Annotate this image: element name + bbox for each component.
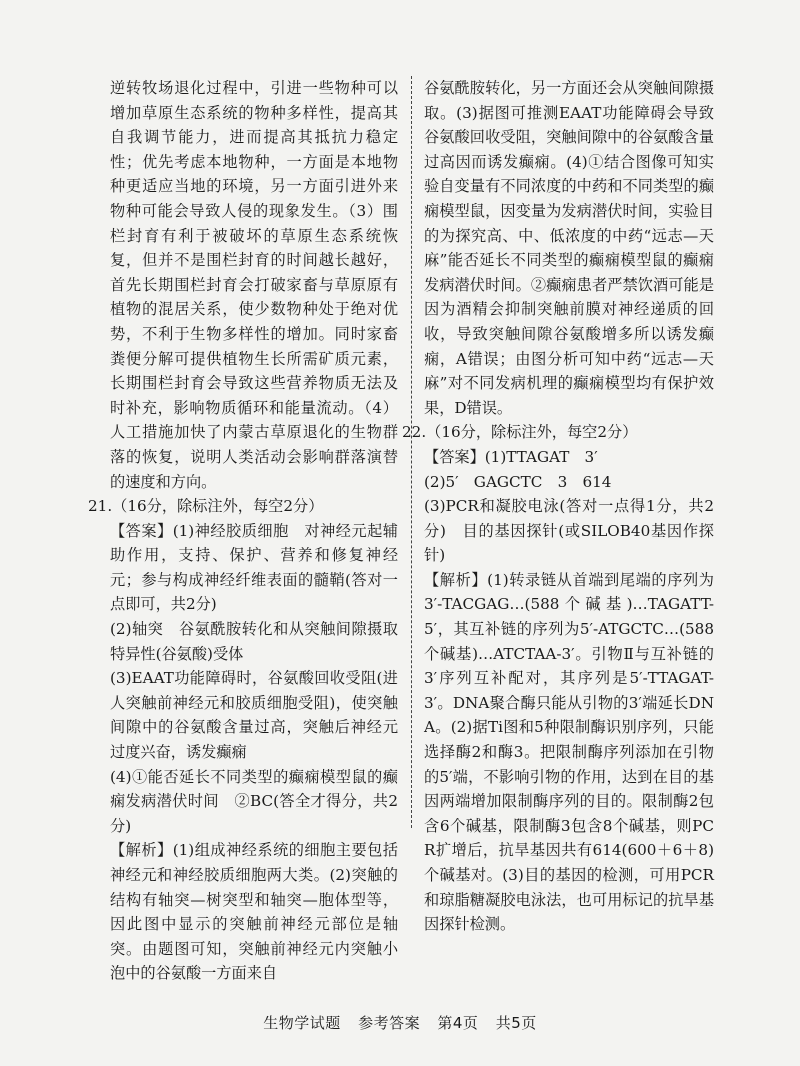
- q22-header: [402, 420, 714, 445]
- q22-answer-3: (3)PCR和凝胶电泳(答对一点得1分，共2分) 目的基因探针(或SILOB40基因作探针): [424, 497, 714, 565]
- q21-analysis-continued: 谷氨酰胺转化，另一方面还会从突触间隙摄取。(3)据图可推测EAAT功能障碍会导致谷氨酸回收受阻，突触间隙中的谷氨酸含量过高因而诱发癫痫。(4)①结合图像可知实验自变量有不同浓度的中药和不同类型的癫痫模型鼠，因变量为发病潜伏时间，实验目的为探究高、中、低浓度的中药“远志—天麻”能否延长不同类型的癫痫模型鼠的癫痫发病潜伏时间。②癫痫患者严禁饮酒可能是因为酒精会抑制突触前膜对神经递质的回收，导致突触间隙谷氨酸增多所以诱发癫痫，A错误；由图分析可知中药“远志—天麻”对不同发病机理的癫痫模型均有保护效果，D错误。: [424, 79, 714, 417]
- q21-header-text: 21.（16分，除标注外，每空2分）: [88, 497, 324, 516]
- q22-analysis: 【解析】(1)转录链从首端到尾端的序列为3′-TACGAG…(588个碱基)…TAGATT-5′，其互补链的序列为5′-ATGCTC…(588个碱基)…ATCTAA-3′。引物Ⅱ与互补链的3′序列互补配对，其序列是5′-TTAGAT-3′。DNA聚合酶只能从引物的3′端延长DNA。(2)据Ti图和5种限制酶识别序列，只能选择酶2和酶3。把限制酶序列添加在引物的5′端，不影响引物的作用，达到在目的基因两端增加限制酶序列的目的。限制酶2包含6个碱基，限制酶3包含8个碱基，则PCR扩增后，抗旱基因共有614(600＋6＋8)个碱基对。(3)目的基因的检测，可用PCR和琼脂糖凝胶电泳法，也可用标记的抗旱基因探针检测。: [424, 570, 714, 934]
- column-divider: [411, 76, 412, 828]
- q22-answer-2: (2)5′ GAGCTC 3 614: [424, 472, 612, 491]
- q22-header-text: 22.（16分，除标注外，每空2分）: [402, 423, 638, 442]
- q21-analysis: 【解析】(1)组成神经系统的细胞主要包括神经元和神经胶质细胞两大类。(2)突触的结构有轴突—树突型和轴突—胞体型等，因此图中显示的突触前神经元部位是轴突。由题图可知，突触前神经元内突触小泡中的谷氨酸一方面来自: [110, 841, 398, 983]
- q21-answer-2: (2)轴突 谷氨酰胺转化和从突触间隙摄取 特异性(谷氨酸)受体: [110, 620, 414, 663]
- q21-answer-1: 【答案】(1)神经胶质细胞 对神经元起辅助作用，支持、保护、营养和修复神经元；参与构成神经纤维表面的髓鞘(答对一点即可，共2分): [110, 521, 398, 614]
- q21-answer-3: (3)EAAT功能障碍时，谷氨酸回收受阻(进人突触前神经元和胶质细胞受阻)，使突触间隙中的谷氨酸含量过高，突触后神经元过度兴奋，诱发癫痫: [110, 669, 398, 762]
- q21-answer-4: (4)①能否延长不同类型的癫痫模型鼠的癫痫发病潜伏时间 ②BC(答全才得分，共2分): [110, 767, 398, 835]
- q22-answer-1: 【答案】(1)TTAGAT 3′: [424, 447, 598, 466]
- footer-page-number: 第4页: [437, 1014, 479, 1032]
- footer-subject: 生物学试题: [263, 1014, 341, 1032]
- footer-total-pages: 共5页: [495, 1014, 537, 1032]
- left-column: [88, 76, 414, 986]
- q21-header: [88, 494, 398, 519]
- right-column: [402, 76, 714, 937]
- q20-continued-text: 逆转牧场退化过程中，引进一些物种可以增加草原生态系统的物种多样性，提高其自我调节能力，进而提高其抵抗力稳定性；优先考虑本地物种，一方面是本地物种更适应当地的环境，另一方面引进外来物种可能会导致人侵的现象发生。（3）围栏封育有利于被破坏的草原生态系统恢复，但并不是围栏封育的时间越长越好，首先长期围栏封育会打破家畜与草原原有植物的混居关系，使少数物种处于绝对优势，不利于生物多样性的增加。同时家畜粪便分解可提供植物生长所需矿质元素，长期围栏封育会导致这些营养物质无法及时补充，影响物质循环和能量流动。（4）人工措施加快了内蒙古草原退化的生物群落的恢复，说明人类活动会影响群落演替的速度和方向。: [110, 79, 398, 491]
- footer-doc-type: 参考答案: [358, 1014, 421, 1032]
- page-footer: [0, 1012, 800, 1033]
